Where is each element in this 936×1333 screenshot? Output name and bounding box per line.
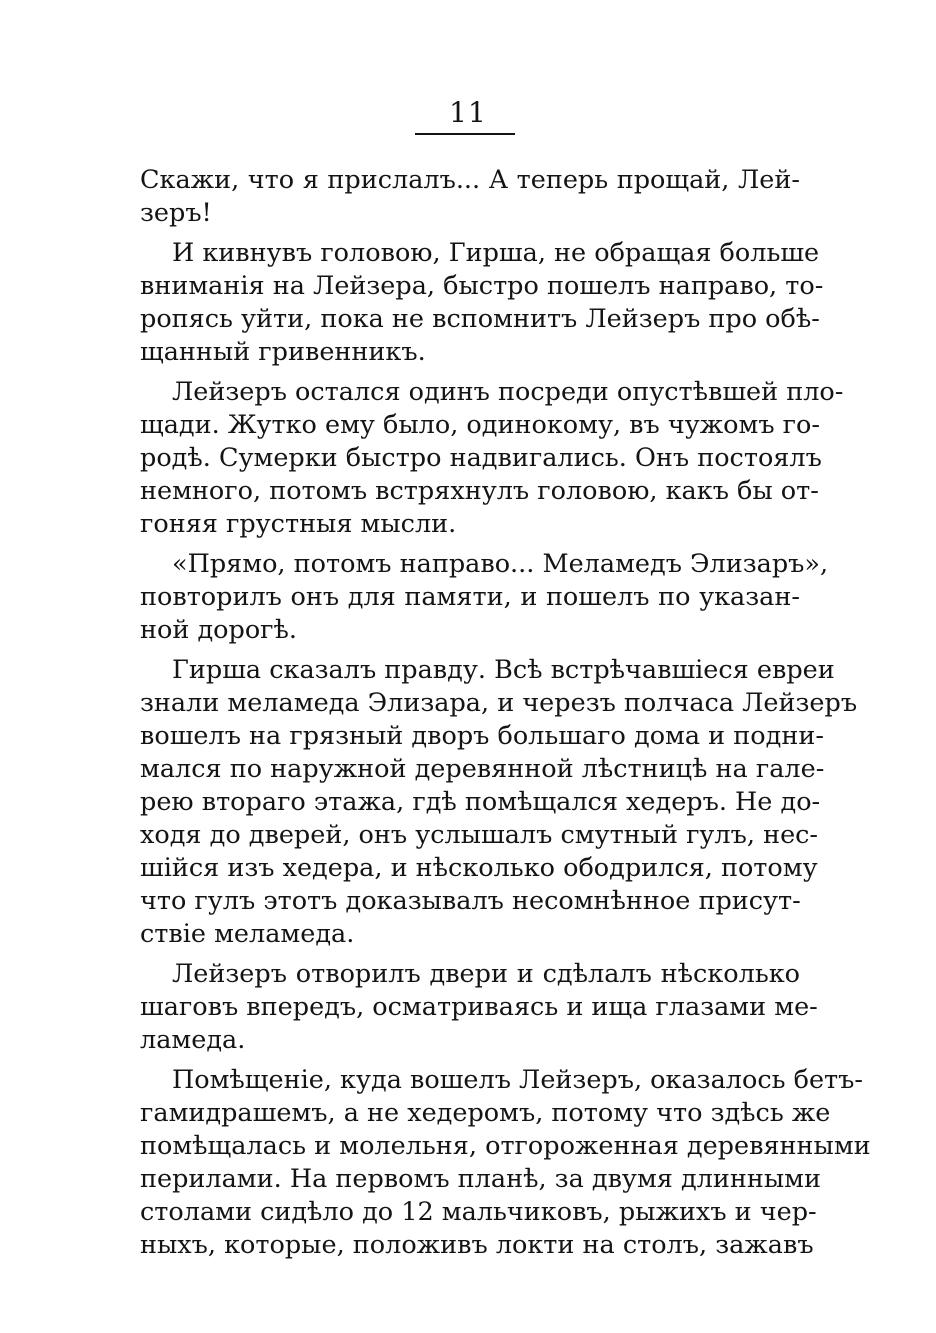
body-text: [140, 164, 871, 1262]
text-line: перилами. На первомъ планѣ, за двумя длинными: [140, 1164, 821, 1194]
text-line: гамидрашемъ, а не хедеромъ, потому что здѣсь же: [140, 1098, 831, 1128]
text-line: мался по наружной деревянной лѣстницѣ на гале-: [140, 754, 825, 784]
text-line: щади. Жутко ему было, одинокому, въ чужомъ го-: [140, 410, 821, 440]
text-line: рею втораго этажа, гдѣ помѣщался хедеръ. Не до-: [140, 787, 821, 817]
paragraph-spacing: [140, 1057, 800, 1064]
text-line: шійся изъ хедера, и нѣсколько ободрился, потому: [140, 853, 818, 883]
paragraph-spacing: [140, 230, 800, 237]
text-line: Скажи, что я прислалъ... А теперь прощай, Лей-: [140, 165, 800, 195]
paragraph: [140, 164, 800, 230]
paragraph-spacing: [140, 541, 800, 548]
text-line: ропясь уйти, пока не вспомнитъ Лейзеръ про обѣ-: [140, 304, 820, 334]
text-line: ствіе меламеда.: [140, 919, 355, 949]
text-line: ламеда.: [140, 1025, 246, 1055]
text-line: ной дорогѣ.: [140, 615, 298, 645]
text-line: повторилъ онъ для памяти, и пошелъ по указан-: [140, 582, 800, 612]
text-line: Лейзеръ остался одинъ посреди опустѣвшей пло-: [172, 377, 844, 407]
text-line: немного, потомъ встряхнулъ головою, какъ бы от-: [140, 476, 819, 506]
text-line: гоняя грустныя мысли.: [140, 509, 457, 539]
page-number: 11: [449, 96, 487, 129]
text-line: столами сидѣло до 12 мальчиковъ, рыжихъ и чер-: [140, 1197, 817, 1227]
paragraph-spacing: [140, 951, 800, 958]
text-line: шаговъ впередъ, осматриваясь и ища глазами ме-: [140, 992, 818, 1022]
text-line: И кивнувъ головою, Гирша, не обращая больше: [172, 238, 820, 268]
text-line: вниманія на Лейзера, быстро пошелъ направо, то-: [140, 271, 824, 301]
text-line: знали меламеда Элизара, и черезъ полчаса Лейзеръ: [140, 688, 858, 718]
text-line: помѣщалась и молельня, отгороженная деревянными: [140, 1131, 871, 1161]
paragraph-spacing: [140, 369, 800, 376]
text-line: «Прямо, потомъ направо... Меламедъ Элизаръ»,: [172, 549, 829, 579]
text-line: родѣ. Сумерки быстро надвигались. Онъ постоялъ: [140, 443, 822, 473]
text-line: Гирша сказалъ правду. Всѣ встрѣчавшіеся евреи: [172, 655, 835, 685]
paragraph: [140, 1064, 871, 1262]
text-line: Помѣщеніе, куда вошелъ Лейзеръ, оказалось бетъ-: [172, 1065, 863, 1095]
paragraph: [140, 237, 824, 369]
paragraph-spacing: [140, 647, 800, 654]
text-line: ходя до дверей, онъ услышалъ смутный гулъ, нес-: [140, 820, 819, 850]
text-line: зеръ!: [140, 198, 212, 228]
text-line: вошелъ на грязный дворъ большаго дома и подни-: [140, 721, 824, 751]
text-line: ныхъ, которые, положивъ локти на столъ, зажавъ: [140, 1230, 814, 1260]
page-number-rule: [415, 133, 515, 135]
text-line: щанный гривенникъ.: [140, 337, 426, 367]
paragraph: [140, 654, 858, 951]
paragraph: [140, 548, 829, 647]
paragraph: [140, 958, 818, 1057]
text-line: Лейзеръ отворилъ двери и сдѣлалъ нѣсколько: [172, 959, 800, 989]
paragraph: [140, 376, 844, 541]
text-line: что гулъ этотъ доказывалъ несомнѣнное присут-: [140, 886, 801, 916]
